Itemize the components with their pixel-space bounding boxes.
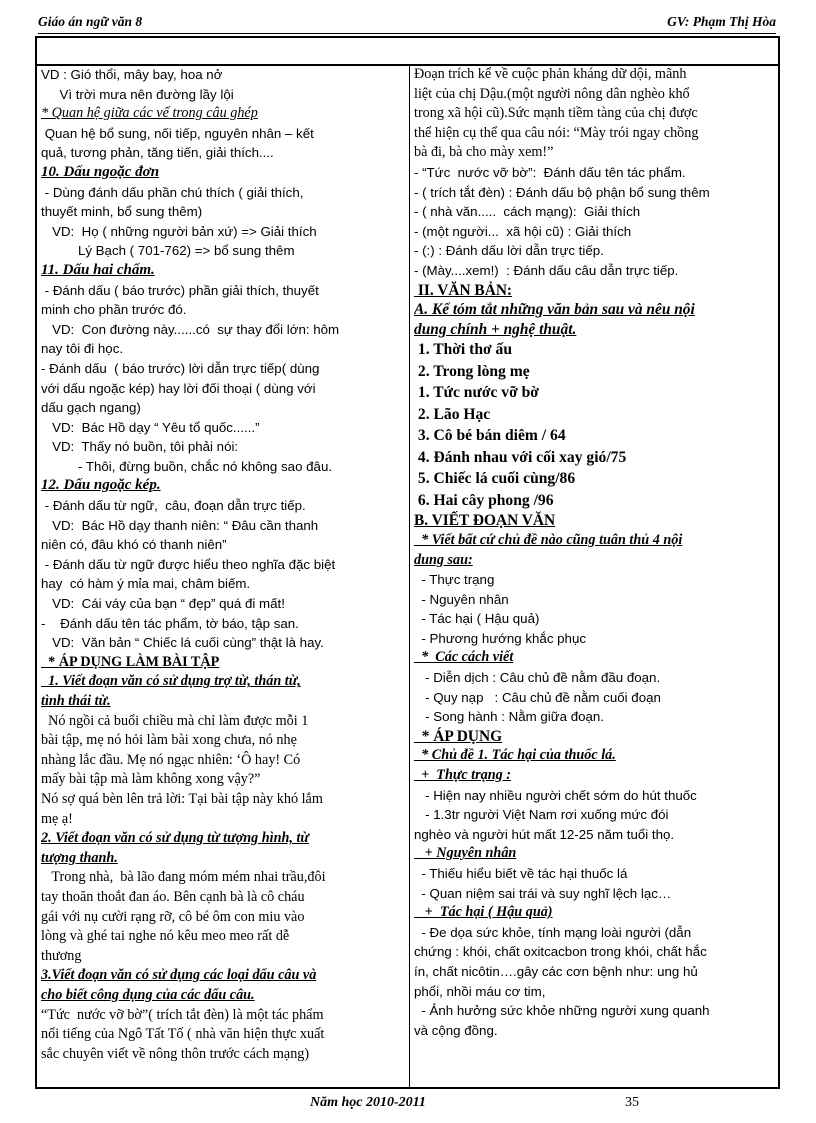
left-line: mấy bài tập mà làm không xong vậy?” — [41, 771, 261, 788]
left-line: sắc chuyên viết về nông thôn trước cách mạng) — [41, 1045, 310, 1062]
header-teacher: GV: Phạm Thị Hòa — [667, 14, 776, 29]
right-line: - Song hành : Nằm giữa đoạn. — [414, 709, 605, 725]
left-column — [41, 65, 403, 1064]
left-line: - Thôi, đừng buồn, chắc nó không sao đâu. — [41, 458, 333, 474]
right-line: - (:) : Đánh dấu lời dẫn trực tiếp. — [414, 243, 604, 259]
lesson-table — [35, 36, 780, 1089]
left-line: - Đánh dấu ( báo trước) phần giải thích, thuyết — [41, 282, 319, 298]
left-line: VD: Văn bản “ Chiếc lá cuối cùng” thật là hay. — [41, 635, 324, 651]
right-line: - Tác hại ( Hậu quả) — [414, 611, 540, 627]
exercise-3-title: cho biết công dụng của các dấu câu. — [41, 986, 255, 1003]
exercise-2-title: tượng thanh. — [41, 849, 118, 866]
left-line: dấu gạch ngang) — [41, 400, 141, 416]
right-line: bà đi, bà cho mày xem!” — [414, 144, 554, 161]
text-list-item: 3. Cô bé bán diêm / 64 — [414, 427, 566, 445]
left-line: - Đánh dấu tên tác phẩm, tờ báo, tập san. — [41, 615, 299, 631]
left-line: - Đánh dấu ( báo trước) lời dẫn trực tiếp( dùng — [41, 360, 320, 376]
left-line: nay tôi đi học. — [41, 341, 124, 357]
right-line: - (một người... xã hội cũ) : Giải thích — [414, 223, 632, 239]
topic-1-heading: * Chủ đề 1. Tác hại của thuốc lá. — [414, 747, 616, 764]
right-line: Đoạn trích kể về cuộc phản kháng dữ dội, mãnh — [414, 66, 687, 82]
right-line: - Thiếu hiểu biết về tác hại thuốc lá — [414, 866, 628, 881]
text-list-item: 2. Lão Hạc — [414, 405, 491, 423]
column-divider — [409, 64, 410, 1087]
text-list-item: 4. Đánh nhau với cối xay gió/75 — [414, 448, 627, 466]
status-heading: + Thực trạng : — [414, 767, 511, 784]
left-line: VD: Bác Hồ dạy “ Yêu tổ quốc......” — [41, 419, 260, 435]
left-line: Quan hệ bổ sung, nối tiếp, nguyên nhân – kết — [41, 125, 314, 141]
right-line: - ( trích tắt đèn) : Đánh dấu bộ phận bổ sung thêm — [414, 184, 710, 200]
section-a-heading: A. Kể tóm tắt những văn bản sau và nêu nội — [414, 301, 695, 319]
left-line: thương — [41, 947, 82, 964]
right-line: - Phương hướng khắc phục — [414, 630, 586, 646]
exercise-1-title: 1. Viết đoạn văn có sử dụng trợ từ, thán từ, — [41, 673, 301, 690]
right-line: chứng : khói, chất oxitcacbon trong khói, chất hắc — [414, 944, 707, 960]
left-line: - Đánh dấu từ ngữ được hiểu theo nghĩa đặc biệt — [41, 556, 336, 572]
header-rule — [38, 33, 776, 34]
left-line: “Tức nước vỡ bờ”( trích tắt đèn) là một tác phẩm — [41, 1006, 324, 1023]
left-line: - Đánh dấu từ ngữ, câu, đoạn dẫn trực tiếp. — [41, 498, 306, 514]
left-line: VD: Bác Hồ dạy thanh niên: “ Đâu cần thanh — [41, 517, 319, 533]
section-heading-12: 12. Dấu ngoặc kép. — [41, 477, 161, 494]
right-line: - “Tức nước vỡ bờ”: Đánh dấu tên tác phẩm. — [414, 164, 686, 180]
left-line: - Dùng đánh dấu phần chú thích ( giải thích, — [41, 184, 304, 200]
left-line: quả, tương phản, tăng tiến, giải thích.... — [41, 145, 274, 161]
left-line: mẹ ạ! — [41, 810, 73, 827]
right-column — [414, 65, 776, 1040]
left-line: gái với nụ cười rạng rỡ, cô bé ôm con miu vào — [41, 908, 305, 925]
right-line: - (Mày....xem!) : Đánh dấu câu dẫn trực tiếp. — [414, 262, 679, 278]
section-b-note: dung sau: — [414, 551, 473, 568]
harm-heading: + Tác hại ( Hậu quả) — [414, 904, 553, 921]
section-heading-11: 11. Dấu hai chấm. — [41, 261, 155, 278]
left-line: Nó ngồi cả buổi chiều mà chỉ làm được mỗi 1 — [41, 712, 309, 729]
exercise-3-title: 3.Viết đoạn văn có sử dụng các loại dấu câu và — [41, 967, 317, 984]
text-list-item: 5. Chiếc lá cuối cùng/86 — [414, 470, 576, 488]
apply-heading: * ÁP DỤNG — [414, 727, 503, 745]
right-line: - Quan niệm sai trái và suy nghĩ lệch lạc… — [414, 885, 672, 901]
left-line: bài tập, mẹ nó hỏi làm bài xong chưa, nó nhẹ — [41, 732, 297, 749]
page-number: 35 — [625, 1095, 639, 1110]
section-a-heading: dung chính + nghệ thuật. — [414, 320, 577, 338]
left-line: VD : Gió thổi, mây bay, hoa nở — [41, 67, 223, 82]
left-line: nhàng lắc đầu. Mẹ nó ngạc nhiên: ‘Ô hay! Có — [41, 751, 301, 768]
right-line: phổi, nhồi máu cơ tim, — [414, 983, 546, 999]
left-line: VD: Thấy nó buồn, tôi phải nói: — [41, 439, 239, 455]
left-line: niên có, đâu khó có thanh niên” — [41, 537, 227, 553]
section-b-note: * Viết bất cứ chủ đề nào cũng tuân thủ 4 nội — [414, 531, 683, 548]
right-line: trong xã hội cũ).Sức mạnh tiềm tàng của chị được — [414, 105, 698, 122]
left-line: minh cho phần trước đó. — [41, 302, 187, 318]
page-header — [38, 14, 776, 32]
right-line: thể hiện cụ thể qua câu nói: “Mày trói ngay chồng — [414, 124, 699, 141]
right-line: liệt của chị Dậu.(một người nông dân nghèo khổ — [414, 85, 690, 102]
left-line: lòng và ghé tai nghe nó kêu meo meo rất dễ — [41, 928, 290, 945]
text-list-item: 2. Trong lòng mẹ — [414, 362, 530, 380]
text-list-item: 6. Hai cây phong /96 — [414, 491, 554, 509]
exercise-1-title: tình thái từ. — [41, 693, 111, 709]
right-line: - Quy nạp : Câu chủ đề nằm cuối đoạn — [414, 689, 661, 705]
left-line: VD: Họ ( những người bản xứ) => Giải thích — [41, 223, 317, 239]
right-line: - Đe dọa sức khỏe, tính mạng loài người (dẫn — [414, 924, 692, 940]
left-line: hay có hàm ý mỉa mai, châm biếm. — [41, 576, 251, 592]
section-b-heading: B. VIẾT ĐOẠN VĂN — [414, 512, 556, 530]
left-line: Trong nhà, bà lão đang móm mém nhai trầu,đôi — [41, 869, 326, 886]
right-line: ín, chất nicôtin….gây các cơn bệnh như: ung hủ — [414, 963, 698, 979]
exercise-heading: * ÁP DỤNG LÀM BÀI TẬP — [41, 653, 220, 670]
right-line: - Hiện nay nhiều người chết sớm do hút thuốc — [414, 787, 697, 803]
right-line: - Diễn dịch : Câu chủ đề nằm đầu đoạn. — [414, 670, 661, 686]
left-line: VD: Cái váy của bạn “ đẹp” quá đi mất! — [41, 596, 285, 612]
left-line: Vì trời mưa nên đường lầy lội — [41, 86, 234, 102]
exercise-2-title: 2. Viết đoạn văn có sử dụng từ tượng hình, từ — [41, 830, 309, 847]
left-line: với dấu ngoặc kép) hay lời đối thoại ( dùng với — [41, 380, 316, 396]
right-line: - Ảnh hưởng sức khỏe những người xung quanh — [414, 1003, 710, 1019]
right-line: và cộng đồng. — [414, 1022, 498, 1038]
right-line: - Nguyên nhân — [414, 591, 509, 607]
table-top-row — [37, 38, 778, 66]
text-list-item: 1. Thời thơ ấu — [414, 341, 513, 359]
left-line: VD: Con đường này......có sự thay đổi lớn: hôm — [41, 321, 340, 337]
text-list-item: 1. Tức nước vỡ bờ — [414, 384, 539, 402]
cause-heading: + Nguyên nhân — [414, 845, 517, 862]
left-line: thuyết minh, bổ sung thêm) — [41, 204, 203, 220]
right-line: - ( nhà văn..... cách mạng): Giải thích — [414, 204, 641, 220]
left-line: Lý Bạch ( 701-762) => bổ sung thêm — [41, 243, 295, 259]
writing-methods-heading: * Các cách viết — [414, 649, 514, 666]
left-heading: * Quan hệ giữa các vế trong câu ghép — [41, 105, 258, 122]
school-year: Năm học 2010-2011 — [310, 1095, 426, 1110]
section-heading-van-ban: II. VĂN BẢN: — [414, 281, 513, 299]
right-line: nghèo và người hút mất 12-25 năm tuổi thọ. — [414, 826, 675, 842]
header-subject: Giáo án ngữ văn 8 — [38, 14, 143, 29]
section-heading-10: 10. Dấu ngoặc đơn — [41, 163, 160, 180]
right-line: - Thực trạng — [414, 572, 495, 588]
left-line: Nó sợ quá bèn lên trả lời: Tại bài tập này khó lắm — [41, 790, 323, 807]
left-line: tay thoăn thoắt đan áo. Bên cạnh bà là cô cháu — [41, 888, 305, 905]
left-line: nổi tiếng của Ngô Tất Tố ( nhà văn hiện thực xuất — [41, 1026, 325, 1043]
page-footer — [0, 1095, 816, 1115]
right-line: - 1.3tr người Việt Nam rơi xuống mức đói — [414, 807, 669, 823]
